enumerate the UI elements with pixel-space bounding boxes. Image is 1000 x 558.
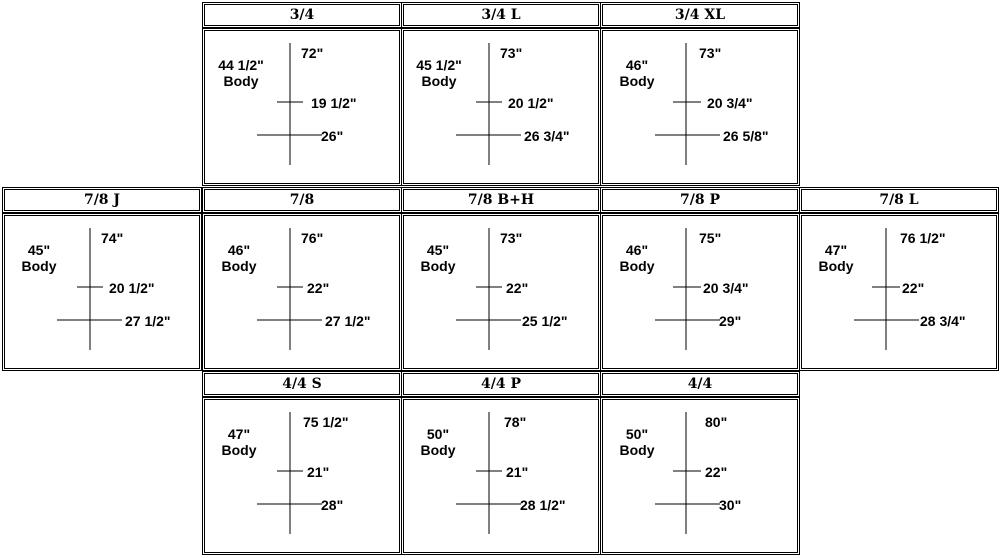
size-label: 7/8 B+H	[403, 189, 599, 211]
size-label: 7/8 L	[801, 189, 997, 211]
low-measure: 28"	[321, 497, 344, 513]
mid-measure: 20 1/2"	[109, 280, 155, 296]
mid-measure: 20 1/2"	[508, 95, 554, 111]
body-measure: 50" Body	[619, 426, 655, 458]
body-measure: 45" Body	[420, 242, 456, 274]
body-measure: 46" Body	[619, 57, 655, 89]
size-label: 4/4	[602, 373, 798, 395]
body-measure: 50" Body	[420, 426, 456, 458]
length-measure: 74"	[101, 230, 124, 246]
measurement-diagram	[204, 399, 400, 553]
low-measure: 28 3/4"	[920, 313, 966, 329]
low-measure: 26 5/8"	[723, 128, 769, 144]
mid-measure: 21"	[506, 464, 529, 480]
size-label: 4/4 S	[204, 373, 400, 395]
measurement-diagram	[602, 399, 798, 553]
measurement-diagram	[801, 215, 997, 369]
body-measure: 46" Body	[619, 242, 655, 274]
low-measure: 27 1/2"	[325, 313, 371, 329]
low-measure: 25 1/2"	[522, 313, 568, 329]
mid-measure: 22"	[506, 280, 529, 296]
measurement-diagram	[204, 215, 400, 369]
mid-measure: 22"	[902, 280, 925, 296]
mid-measure: 20 3/4"	[703, 280, 749, 296]
length-measure: 80"	[705, 414, 728, 430]
low-measure: 26 3/4"	[524, 128, 570, 144]
cross-lines	[603, 400, 799, 554]
low-measure: 27 1/2"	[125, 313, 171, 329]
size-label: 3/4	[204, 4, 400, 26]
mid-measure: 21"	[307, 464, 330, 480]
length-measure: 75 1/2"	[303, 414, 349, 430]
body-measure: 46" Body	[221, 242, 257, 274]
low-measure: 30"	[719, 497, 742, 513]
measurement-diagram	[602, 30, 798, 184]
low-measure: 26"	[321, 128, 344, 144]
measurement-diagram	[403, 399, 599, 553]
length-measure: 73"	[500, 45, 523, 61]
length-measure: 73"	[500, 230, 523, 246]
low-measure: 28 1/2"	[520, 497, 566, 513]
low-measure: 29"	[719, 313, 742, 329]
measurement-diagram	[602, 215, 798, 369]
body-measure: 47" Body	[221, 426, 257, 458]
length-measure: 78"	[504, 414, 527, 430]
size-label: 3/4 XL	[602, 4, 798, 26]
size-label: 7/8	[204, 189, 400, 211]
length-measure: 76 1/2"	[900, 230, 946, 246]
body-measure: 44 1/2" Body	[218, 57, 264, 89]
body-measure: 45 1/2" Body	[416, 57, 462, 89]
size-label: 7/8 J	[4, 189, 200, 211]
body-measure: 45" Body	[21, 242, 57, 274]
mid-measure: 19 1/2"	[311, 95, 357, 111]
mid-measure: 20 3/4"	[707, 95, 753, 111]
body-measure: 47" Body	[818, 242, 854, 274]
length-measure: 72"	[301, 45, 324, 61]
size-label: 4/4 P	[403, 373, 599, 395]
cross-lines	[404, 400, 600, 554]
length-measure: 76"	[301, 230, 324, 246]
mid-measure: 22"	[307, 280, 330, 296]
measurement-diagram	[403, 30, 599, 184]
length-measure: 73"	[699, 45, 722, 61]
measurement-diagram	[4, 215, 200, 369]
size-label: 3/4 L	[403, 4, 599, 26]
mid-measure: 22"	[705, 464, 728, 480]
measurement-diagram	[204, 30, 400, 184]
measurement-diagram	[403, 215, 599, 369]
length-measure: 75"	[699, 230, 722, 246]
size-label: 7/8 P	[602, 189, 798, 211]
